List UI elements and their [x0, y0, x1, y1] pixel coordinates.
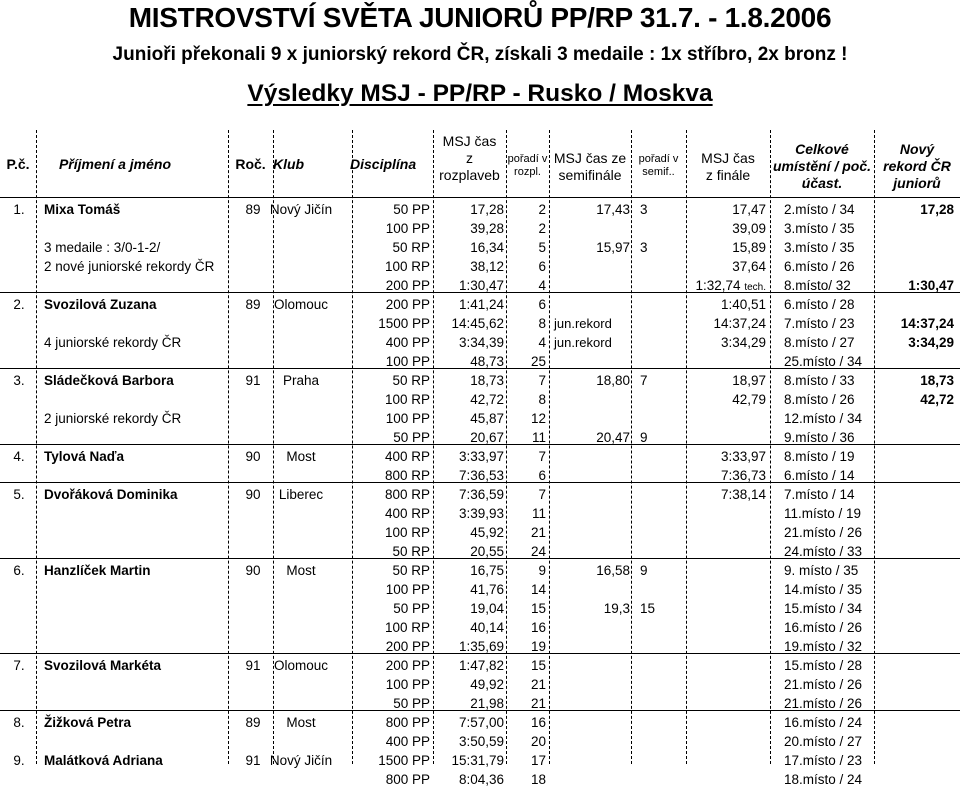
heat-rank: 4	[538, 278, 546, 293]
overall-place: 8.místo / 33	[784, 373, 855, 388]
heat-time: 1:47,82	[458, 658, 504, 673]
final-time: 17,47	[732, 202, 766, 217]
header-discipline: Disciplína	[350, 156, 417, 172]
heat-time: 38,12	[470, 259, 504, 274]
header-final-time	[686, 150, 770, 184]
overall-place: 19.místo / 32	[784, 639, 863, 654]
header-year: Roč.	[235, 156, 266, 172]
table-row	[0, 599, 960, 618]
heat-time: 16,34	[470, 240, 504, 255]
overall-place: 16.místo / 24	[784, 715, 863, 730]
overall-place: 12.místo / 34	[784, 411, 863, 426]
semi-rank: 9	[640, 563, 648, 578]
heat-time: 39,28	[470, 221, 504, 236]
birth-year: 90	[245, 487, 261, 502]
heat-rank: 2	[538, 202, 546, 217]
birth-year: 89	[245, 202, 261, 217]
header-overall-line1: Celkové	[795, 141, 849, 157]
semi-time: 15,97	[596, 240, 630, 255]
overall-place: 20.místo / 27	[784, 734, 863, 749]
position: 2.	[13, 297, 25, 312]
final-time	[680, 276, 766, 297]
heat-rank: 16	[530, 715, 546, 730]
record-note: jun.rekord	[554, 335, 612, 350]
overall-place: 15.místo / 34	[784, 601, 863, 616]
heat-rank: 7	[538, 449, 546, 464]
birth-year: 90	[245, 449, 261, 464]
club: Praha	[282, 373, 320, 388]
heat-time: 1:30,47	[458, 278, 504, 293]
heat-rank: 17	[530, 753, 546, 768]
table-row	[0, 542, 960, 561]
discipline: 800 PP	[385, 715, 430, 730]
discipline: 800 PP	[385, 772, 430, 787]
final-time: 18,97	[732, 373, 766, 388]
heat-time: 7:36,53	[458, 468, 504, 483]
table-row	[0, 447, 960, 466]
discipline: 100 PP	[385, 411, 430, 426]
table-row	[0, 276, 960, 295]
heat-time: 14:45,62	[451, 316, 504, 331]
national-record: 14:37,24	[900, 316, 954, 331]
table-row	[0, 352, 960, 371]
header-record-line3: juniorů	[893, 175, 941, 191]
table-row	[0, 485, 960, 504]
overall-place: 18.místo / 24	[784, 772, 863, 787]
discipline: 50 RP	[392, 563, 430, 578]
page-subtitle: Junioři překonali 9 x juniorský rekord ČR, získali 3 medaile : 1x stříbro, 2x bronz !	[112, 44, 848, 65]
overall-place: 7.místo / 23	[784, 316, 855, 331]
header-final-time-line2: z finále	[705, 167, 751, 183]
discipline: 200 PP	[385, 297, 430, 312]
table-row	[0, 713, 960, 732]
position: 3.	[13, 373, 25, 388]
medal-note: 3 medaile : 3/0-1-2/	[44, 240, 161, 255]
heat-rank: 5	[538, 240, 546, 255]
final-time: 7:38,14	[720, 487, 766, 502]
table-row	[0, 751, 960, 770]
heat-rank: 14	[530, 582, 546, 597]
table-row	[0, 637, 960, 656]
heat-rank: 11	[531, 506, 546, 521]
discipline: 400 RP	[384, 506, 430, 521]
athlete-name: Svozilová Zuzana	[44, 297, 157, 312]
table-row	[0, 371, 960, 390]
medal-note: 2 nové juniorské rekordy ČR	[44, 259, 215, 274]
discipline: 200 PP	[385, 639, 430, 654]
overall-place: 15.místo / 28	[784, 658, 863, 673]
heat-rank: 20	[530, 734, 546, 749]
heat-time: 1:35,69	[458, 639, 504, 654]
final-time: 15,89	[732, 240, 766, 255]
heat-rank: 15	[530, 601, 546, 616]
heat-time: 7:36,59	[458, 487, 504, 502]
discipline: 1500 PP	[378, 753, 430, 768]
final-time: 14:37,24	[713, 316, 766, 331]
discipline: 50 RP	[392, 373, 430, 388]
club: Liberec	[278, 487, 324, 502]
birth-year: 90	[245, 563, 261, 578]
semi-rank: 3	[640, 240, 648, 255]
athlete-name: Dvořáková Dominika	[44, 487, 178, 502]
discipline: 100 RP	[384, 620, 430, 635]
heat-rank: 8	[538, 316, 546, 331]
athlete-name: Hanzlíček Martin	[44, 563, 151, 578]
club: Nový Jičín	[269, 753, 333, 768]
overall-place: 17.místo / 23	[784, 753, 863, 768]
heat-time: 20,67	[470, 430, 504, 445]
final-time: 3:34,29	[720, 335, 766, 350]
discipline: 1500 PP	[378, 316, 430, 331]
overall-place: 6.místo / 14	[784, 468, 855, 483]
discipline: 100 RP	[384, 259, 430, 274]
header-pc: P.č.	[6, 156, 30, 172]
header-record-line1: Nový	[899, 141, 935, 157]
heat-rank: 9	[538, 563, 546, 578]
discipline: 200 PP	[385, 278, 430, 293]
heat-rank: 4	[538, 335, 546, 350]
position: 5.	[13, 487, 25, 502]
heat-rank: 21	[530, 677, 546, 692]
heat-time: 45,87	[470, 411, 504, 426]
table-row	[0, 466, 960, 485]
athlete-name: Žižková Petra	[44, 715, 132, 730]
header-record-line2: rekord ČR	[883, 158, 951, 174]
table-row	[0, 333, 960, 352]
semi-time: 19,3	[603, 601, 630, 616]
athlete-name: Svozilová Markéta	[44, 658, 162, 673]
header-overall-line3: účast.	[801, 175, 843, 191]
final-time: 3:33,97	[720, 449, 766, 464]
discipline: 100 RP	[384, 392, 430, 407]
overall-place: 16.místo / 26	[784, 620, 863, 635]
final-time: 39,09	[732, 221, 766, 236]
discipline: 50 RP	[392, 240, 430, 255]
position: 7.	[13, 658, 25, 673]
overall-place: 8.místo / 19	[784, 449, 855, 464]
discipline: 400 PP	[385, 734, 430, 749]
birth-year: 91	[245, 373, 261, 388]
header-heat-rank-line2: rozpl.	[514, 166, 541, 178]
overall-place: 14.místo / 35	[784, 582, 863, 597]
heat-rank: 7	[538, 487, 546, 502]
table-row	[0, 238, 960, 257]
medal-note: 2 juniorské rekordy ČR	[44, 411, 182, 426]
final-time: 7:36,73	[720, 468, 766, 483]
club: Olomouc	[273, 658, 329, 673]
heat-rank: 2	[538, 221, 546, 236]
heat-rank: 6	[538, 259, 546, 274]
header-semi-rank-line1: pořadí v	[638, 153, 679, 165]
heat-rank: 12	[530, 411, 546, 426]
heat-time: 1:41,24	[458, 297, 504, 312]
group-separator	[0, 197, 960, 198]
technical-note: tech.	[744, 282, 766, 293]
semi-rank: 9	[640, 430, 648, 445]
overall-place: 24.místo / 33	[784, 544, 863, 559]
heat-time: 16,75	[470, 563, 504, 578]
club: Nový Jičín	[269, 202, 333, 217]
club: Most	[286, 449, 316, 464]
page-title: MISTROVSTVÍ SVĚTA JUNIORŮ PP/RP 31.7. - 1.8.2006	[128, 2, 832, 33]
heat-time: 17,28	[470, 202, 504, 217]
club: Most	[286, 715, 316, 730]
overall-place: 6.místo / 28	[784, 297, 855, 312]
position: 4.	[13, 449, 25, 464]
discipline: 100 PP	[385, 354, 430, 369]
results-title-text: Výsledky MSJ - PP/RP - Rusko / Moskva	[247, 80, 713, 107]
heat-rank: 16	[530, 620, 546, 635]
semi-time: 18,80	[596, 373, 630, 388]
heat-time: 41,76	[470, 582, 504, 597]
position: 6.	[13, 563, 25, 578]
final-time: 37,64	[732, 259, 766, 274]
heat-time: 3:39,93	[458, 506, 504, 521]
athlete-name: Malátková Adriana	[44, 753, 163, 768]
header-semi-time-line1: MSJ čas ze	[553, 150, 627, 166]
athlete-name: Sládečková Barbora	[44, 373, 174, 388]
overall-place: 21.místo / 26	[784, 696, 863, 711]
heat-rank: 25	[530, 354, 546, 369]
heat-time: 45,92	[470, 525, 504, 540]
table-row	[0, 732, 960, 751]
overall-place: 9.místo / 36	[784, 430, 855, 445]
table-row	[0, 656, 960, 675]
heat-time: 40,14	[470, 620, 504, 635]
table-row	[0, 694, 960, 713]
heat-rank: 8	[538, 392, 546, 407]
discipline: 400 RP	[384, 449, 430, 464]
final-time: 1:40,51	[720, 297, 766, 312]
overall-place: 3.místo / 35	[784, 221, 855, 236]
discipline: 400 PP	[385, 335, 430, 350]
overall-place: 3.místo / 35	[784, 240, 855, 255]
discipline: 100 PP	[385, 582, 430, 597]
table-row	[0, 390, 960, 409]
heat-time: 3:50,59	[458, 734, 504, 749]
overall-place: 7.místo / 14	[784, 487, 855, 502]
national-record: 3:34,29	[908, 335, 954, 350]
heat-time: 3:34,39	[458, 335, 504, 350]
header-record	[874, 141, 960, 192]
discipline: 200 PP	[385, 658, 430, 673]
heat-time: 48,73	[470, 354, 504, 369]
table-row	[0, 770, 960, 789]
semi-time: 16,58	[596, 563, 630, 578]
heat-rank: 18	[530, 772, 546, 787]
discipline: 50 PP	[393, 601, 430, 616]
header-heat-time-line1: MSJ čas	[442, 133, 497, 149]
overall-place: 21.místo / 26	[784, 525, 863, 540]
athlete-name: Mixa Tomáš	[44, 202, 121, 217]
heat-time: 3:33,97	[458, 449, 504, 464]
athlete-name: Tylová Naďa	[44, 449, 124, 464]
overall-place: 25.místo / 34	[784, 354, 863, 369]
final-time: 42,79	[732, 392, 766, 407]
heat-time: 7:57,00	[458, 715, 504, 730]
header-heat-time-line3: rozplaveb	[439, 167, 500, 183]
heat-time: 42,72	[470, 392, 504, 407]
header-semi-rank	[631, 153, 686, 179]
heat-rank: 19	[530, 639, 546, 654]
header-heat-time-line2: z	[466, 150, 473, 166]
heat-time: 18,73	[470, 373, 504, 388]
semi-rank: 3	[640, 202, 648, 217]
table-row	[0, 257, 960, 276]
header-semi-time	[549, 150, 631, 184]
table-row	[0, 428, 960, 447]
final-time-value: 1:32,74	[695, 278, 741, 293]
heat-rank: 21	[530, 696, 546, 711]
header-name: Příjmení a jméno	[58, 156, 172, 172]
overall-place: 6.místo / 26	[784, 259, 855, 274]
position: 1.	[13, 202, 25, 217]
heat-rank: 15	[530, 658, 546, 673]
table-row	[0, 295, 960, 314]
birth-year: 91	[245, 753, 261, 768]
semi-rank: 7	[640, 373, 648, 388]
table-row	[0, 219, 960, 238]
overall-place: 2.místo / 34	[784, 202, 855, 217]
overall-place: 8.místo / 27	[784, 335, 855, 350]
discipline: 50 PP	[393, 202, 430, 217]
position: 9.	[13, 753, 25, 768]
discipline: 100 PP	[385, 221, 430, 236]
discipline: 100 RP	[384, 525, 430, 540]
header-heat-rank	[506, 153, 549, 179]
header-semi-time-line2: semifinále	[558, 167, 622, 183]
header-heat-rank-line1: pořadí v	[507, 153, 548, 165]
club: Olomouc	[273, 297, 329, 312]
heat-time: 49,92	[470, 677, 504, 692]
header-overall	[770, 141, 874, 192]
table-row	[0, 675, 960, 694]
overall-place: 9. místo / 35	[784, 563, 859, 578]
discipline: 50 RP	[392, 544, 430, 559]
header-overall-line2: umístění / poč.	[772, 158, 871, 174]
heat-time: 20,55	[470, 544, 504, 559]
birth-year: 89	[245, 715, 261, 730]
header-final-time-line1: MSJ čas	[701, 150, 755, 166]
overall-place: 8.místo/ 32	[784, 278, 851, 293]
heat-rank: 7	[538, 373, 546, 388]
medal-note: 4 juniorské rekordy ČR	[44, 335, 182, 350]
semi-time: 20,47	[596, 430, 630, 445]
discipline: 50 PP	[393, 696, 430, 711]
heat-rank: 11	[531, 430, 546, 445]
semi-time: 17,43	[596, 202, 630, 217]
heat-rank: 21	[530, 525, 546, 540]
heat-rank: 6	[538, 468, 546, 483]
national-record: 18,73	[920, 373, 954, 388]
heat-rank: 24	[530, 544, 546, 559]
table-row	[0, 200, 960, 219]
discipline: 100 PP	[385, 677, 430, 692]
national-record: 1:30,47	[908, 278, 954, 293]
table-row	[0, 504, 960, 523]
header-club: Klub	[273, 156, 305, 172]
heat-time: 21,98	[470, 696, 504, 711]
discipline: 50 PP	[393, 430, 430, 445]
overall-place: 21.místo / 26	[784, 677, 863, 692]
overall-place: 8.místo / 26	[784, 392, 855, 407]
club: Most	[286, 563, 316, 578]
heat-time: 8:04,36	[458, 772, 504, 787]
results-title	[0, 80, 960, 108]
overall-place: 11.místo / 19	[784, 506, 862, 521]
birth-year: 91	[245, 658, 261, 673]
semi-rank: 15	[640, 601, 656, 616]
heat-time: 19,04	[470, 601, 504, 616]
record-note: jun.rekord	[554, 316, 612, 331]
table-row	[0, 523, 960, 542]
table-row	[0, 409, 960, 428]
header-heat-time	[433, 133, 506, 184]
table-row	[0, 561, 960, 580]
national-record: 42,72	[920, 392, 954, 407]
table-row	[0, 580, 960, 599]
heat-rank: 6	[538, 297, 546, 312]
heat-time: 15:31,79	[451, 753, 504, 768]
table-row	[0, 618, 960, 637]
discipline: 800 RP	[384, 468, 430, 483]
birth-year: 89	[245, 297, 261, 312]
discipline: 800 RP	[384, 487, 430, 502]
national-record: 17,28	[920, 202, 954, 217]
header-semi-rank-line2: semif..	[642, 166, 675, 178]
table-row	[0, 314, 960, 333]
position: 8.	[13, 715, 25, 730]
